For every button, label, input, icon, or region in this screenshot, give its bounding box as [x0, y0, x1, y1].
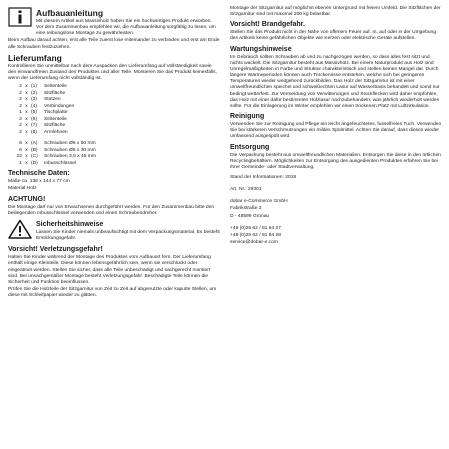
list-item: 6 x (B) Schrauben Ø6 x 30 mm	[19, 147, 96, 153]
article-number: Art. Nr.: 29301	[230, 187, 262, 193]
assembly-section	[8, 6, 220, 38]
fire-text: Stellen Sie das Produkt nicht in der Nähe von offenem Feuer auf. In, auf oder in der Umgebung des Artikels keine gefährlichen Objekte wie Kerzen oder elektrische Geräte aufstellen.	[230, 30, 436, 42]
list-item: 22 x (C) Schrauben 3,5 x 45 mm	[16, 154, 96, 160]
company-name: dobar e-Commerce GmbH	[230, 199, 288, 205]
left-column	[8, 6, 220, 300]
parts-list	[8, 84, 220, 167]
company-street: Fabrikstraße 3	[230, 206, 262, 212]
delivery-text: Kontrollieren Sie unmittelbar nach dem Auspacken den Lieferumfang auf Vollständigkeit sowie den einwandfreien Zustand des Produktes und aller Teile. Montieren Sie das Produkt keinesfalls, wenn der Lieferumfang nicht vollständig ist.	[8, 63, 217, 82]
list-item: 2 x (4) Verbindungen	[19, 103, 75, 109]
safety-title: Sicherheitshinweise	[36, 220, 104, 228]
safety-section	[8, 218, 220, 243]
assembly-title: Aufbauanleitung	[36, 8, 104, 18]
maintenance-text: Im Gebrauch sollten Schrauben ab und zu nachgezogen werden, so dass alles fest sitzt und nichts wackelt. Die Sitzgarnitur besteht aus Massivholz. Bei einem Naturprodukt aus Holz sind Unregelmäßigkeiten in Farbe und Struktur charakteristisch und stellen keinen Mangel dar. Durch längere Wärmeperioden können auch Trockenrisse entstehen, welche sich bei geringeren Temperaturen wieder weitgehend zurückbilden. Das Holz der Sitzgarnitur ist mit einer umweltfreundlichen speichel und schweißechten Lasur auf Wasserbasis behandelt und somit nur bedingt wetterfest. Zur Vermeidung von Verwitterungen und Stockflecken wird daher empfohlen, das Holz mit einer dafür bestimmten Holzlasur nachzubehandeln, was jährlich wiederholt werden sollte. Für die Einlagerung im Winter empfehlen wir einen trockenen Platz mit Luftzirkulation.	[230, 54, 440, 109]
list-item: 2 x (1) Seitenteile	[19, 84, 67, 90]
company-fax: +49 (0)25 62 / 81 64 28	[230, 232, 281, 238]
company-city: D - 48599 Gronau	[230, 213, 270, 219]
list-item: 6 x (A) Schrauben Ø6 x 50 mm	[19, 141, 96, 147]
delivery-title: Lieferumfang	[8, 52, 62, 63]
list-item: 2 x (7) Sitzfläche	[19, 123, 66, 129]
list-item: 1 x (D) Inbusschlüssel	[19, 160, 77, 166]
tech-material: Material Holz	[8, 186, 37, 192]
cleaning-title: Reinigung	[230, 113, 265, 121]
info-date: Stand der Informationen: 2018	[230, 174, 297, 180]
attention-text: Die Montage darf nur von Erwachsenen durchgeführt werden. Für den Zusammenbau bitte den beiliegenden Inbusschlüssel verwenden und einen Schraubendreher.	[8, 204, 215, 216]
company-phone: +49 (0)25 62 / 81 64 27	[230, 225, 281, 231]
list-item: 2 x (2) Sitzfläche	[19, 90, 66, 96]
fire-title: Vorsicht! Brandgefahr.	[230, 21, 305, 29]
list-item: 2 x (6) Seitenteile	[19, 116, 67, 122]
injury-text-2: Prüfen Sie die Holzteile der Sitzgarnitur von Zeit zu Zeit auf abgenutzte oder kaputte Stellen, um diese mit Schleifpapier wieder zu glätten.	[8, 286, 217, 299]
right-column	[230, 6, 442, 247]
manual-book-icon	[8, 7, 32, 27]
info-block	[230, 175, 442, 246]
tech-title: Technische Daten:	[8, 170, 70, 178]
disposal-text: Die Verpackung besteht aus umweltfreundlichen Materialien. Entsorgen Sie diese in den örtlichen Recyclingbehältern. Möglichkeiten zur Entsorgung des ausgedienten Produktes erfahren Sie bei Ihrer Gemeinde- oder Stadtverwaltung.	[230, 152, 441, 170]
list-item: 2 x (3) Stützen	[19, 97, 61, 103]
company-email: service@dobar-e.com	[230, 240, 278, 246]
assembly-text-2: Beim Aufbau darauf achten, erst alle Teile zuerst lose miteinander zu verbinden und erst am Ende alle Schrauben festzuziehen.	[8, 38, 220, 50]
injury-title: Vorsicht! Verletzungsgefahr!	[8, 246, 103, 254]
warning-triangle-icon	[8, 219, 32, 239]
list-item: 2 x (8) Armlehnen	[19, 129, 68, 135]
tech-dimensions: Maße ca. 138 x 144 x 77 cm	[8, 179, 70, 185]
injury-text: Halten Sie Kinder während der Montage des Produktes vom Aufbauort fern. Der Lieferumfang enthält einige Kleinteile. Diese können lebensgefährlich sein, wenn sie verschluckt oder eingeatmet werden. Stellen Sie sicher, dass alle Teile unbeschädigt und sachgerecht montiert sind. Bei unsachgemäßer Montage besteht Verletzungsgefahr. Beschädigte Teile können die Sicherheit und Funktion beeinflussen.	[8, 255, 211, 285]
list-item: 1 x (5) Tischplatte	[19, 110, 68, 116]
safety-text: Lassen Sie Kinder niemals unbeaufsichtigt mit dem Verpackungsmaterial. Es besteht Erstickungsgefahr.	[36, 229, 220, 242]
attention-title: ACHTUNG!	[8, 195, 46, 203]
placement-text: Montage der Sitzgarnitur auf möglichst ebenen Untergrund mit freiem Umfeld. Die Sitzflächen der Sitzgarnitur sind mit maximal 200 kg belastbar.	[230, 6, 441, 18]
tech-section	[8, 170, 220, 192]
cleaning-text: Verwenden Sie zur Reinigung und Pflege ein leicht angefeuchtetes, fusselfreies Tuch. Verwenden Sie bei stärkeren Verschmutzungen ein mildes Spülmittel. Achten Sie darauf, dass dieses wieder umfassend ausgespült wird.	[230, 122, 442, 140]
assembly-text: Mit diesem Artikel aus Massivholz haben Sie ein hochwertiges Produkt erworben. Vor dem Zusammenbau empfehlen wir, die Aufbauanleitung sorgfältig zu lesen, um eine reibungslose Montage zu gewährleisten.	[36, 19, 216, 37]
maintenance-title: Wartungshinweise	[230, 45, 292, 53]
disposal-title: Entsorgung	[230, 143, 270, 151]
